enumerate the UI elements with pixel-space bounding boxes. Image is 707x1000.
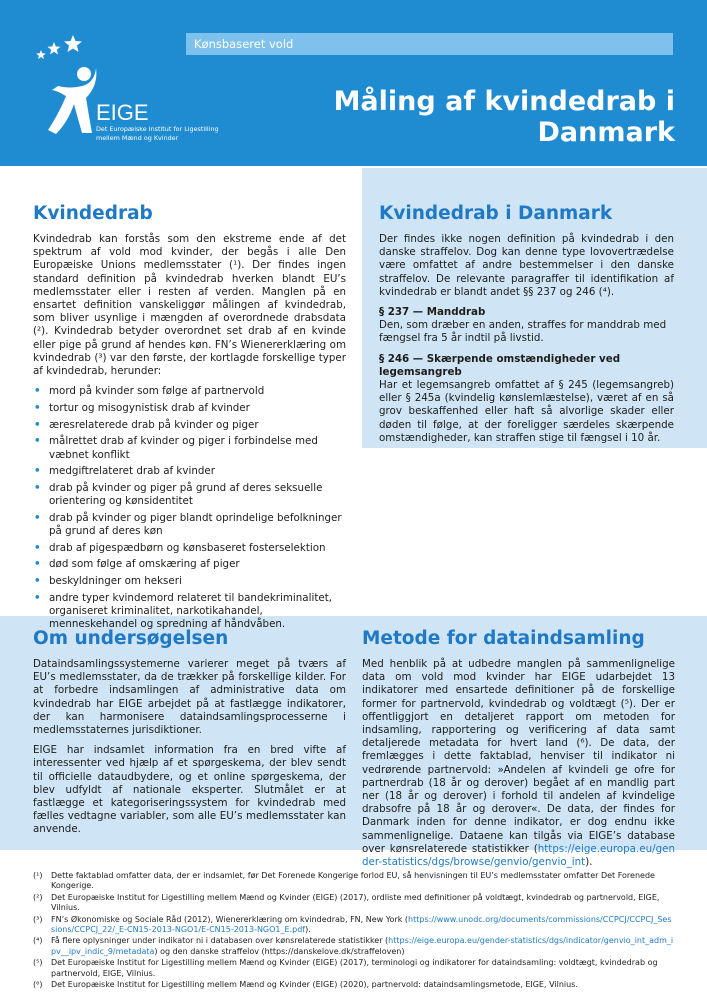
- list-item: • mord på kvinder som følge af partnervold: [34, 385, 265, 398]
- bullet-icon: •: [34, 558, 41, 571]
- list-item: • død som følge af omskæring af piger: [34, 558, 240, 571]
- section-heading: Kvindedrab: [33, 203, 153, 224]
- section-246-title: § 246 — Skærpende omstændigheder ved legemsangreb: [379, 352, 621, 378]
- kvindedrab-section: [33, 203, 346, 635]
- undersoegelsen-section: [33, 628, 346, 844]
- bullet-icon: •: [34, 385, 41, 398]
- bullet-icon: •: [34, 511, 41, 524]
- list-item: • drab af pigespædbørn og kønsbaseret fosterselektion: [34, 541, 326, 554]
- category-label: Kønsbaseret vold: [186, 33, 673, 55]
- list-item: • beskyldninger om hekseri: [34, 575, 182, 588]
- list-item: • andre typer kvindemord relateret til bandekriminalitet, organiseret kriminalitet, narkotikahandel, menneskehandel og spredning af håndvåben.: [34, 591, 333, 631]
- footnote: (⁶) Det Europæiske Institut for Ligestilling mellem Mænd og Kvinder (EIGE) (2020), partnervold: dataindsamlingsmetode, EIGE, Vilnius.: [33, 980, 578, 990]
- footnote: (¹) Dette faktablad omfatter data, der er indsamlet, før Det Forenede Kongerige forlod EU, så henvisningen til EU’s medlemsstater omfatter Det Forenede Kongerige.: [33, 871, 655, 891]
- list-item: • drab på kvinder og piger på grund af deres seksuelle orientering og kønsidentitet: [34, 481, 323, 508]
- section-heading: Kvindedrab i Danmark: [379, 203, 613, 224]
- kvindedrab-list: [33, 385, 346, 631]
- bullet-icon: •: [34, 401, 41, 414]
- star-icon: [36, 50, 46, 59]
- bullet-icon: •: [34, 541, 41, 554]
- footnotes: [33, 871, 675, 991]
- footnote-link[interactable]: https://www.unodc.org/documents/commissions/CCPCJ/CCPCJ_Sessions/CCPCJ_22/_E-CN15-2013-NGO1/E-CN15-2013-NGO1_E.pdf: [51, 914, 672, 935]
- undersoegelsen-p1: Dataindsamlingssystemerne varierer meget på tværs af EU’s medlemsstater, da de trækker på forskellige kilder. For at forbedre indsamlingen af administrative data om kvindedrab har EIGE arbejdet på at fastlægge indikatorer, der kan harmonisere dataindsamlingsprocesserne i medlemsstaternes jurisdiktioner.: [33, 658, 346, 737]
- danmark-section: [379, 203, 674, 452]
- logo-text: EIGE: [96, 100, 149, 125]
- bullet-icon: •: [34, 418, 41, 431]
- undersoegelsen-p2: EIGE har indsamlet information fra en bred vifte af interessenter ved hjælp af et spørgeskema, der blev sendt til officielle dataudbydere, og et online spørgeskema, der blev udfyldt af nationale eksperter. Slutmålet er at fastlægge et kategoriseringssystem for kvindedrab med fælles vedtagne variabler, som alle EU’s medlemsstater kan anvende.: [33, 744, 346, 836]
- footnote: (⁵) Det Europæiske Institut for Ligestilling mellem Mænd og Kvinder (EIGE) (2017), terminologi og indikatorer for dataindsamling: voldtægt, kvindedrab og partnervold, EIGE, Vilnius.: [33, 958, 658, 978]
- bullet-icon: •: [34, 465, 41, 478]
- star-icon: [48, 42, 61, 55]
- logo-caption: Det Europæiske Institut for Ligestilling mellem Mænd og Kvinder: [96, 125, 219, 142]
- list-item: • drab på kvinder og piger blandt oprindelige befolkninger på grund af deres køn: [34, 511, 342, 538]
- bullet-icon: •: [34, 435, 41, 448]
- bullet-icon: •: [34, 481, 41, 494]
- metode-p1: Med henblik på at udbedre manglen på sammenlignelige data om vold mod kvinder har EIGE udarbejdet 13 indikatorer med ensartede definitioner på de forskellige former for partnervold, kvindedrab og voldtægt (⁵). Der er offentliggjort en detaljeret rapport om metoden for indsamling, rapportering og verificering af data samt detaljerede metadata for hvert land (⁶). De data, der fremlægges i dette faktablad, henviser til indikator ni vedrørende partnervold: »Andelen af kvindeli ge ofre for partnerdrab (18 år og derover) begået af en mandlig part ner (18 år og derover) i forhold til andelen af kvindelige drabsofre på 18 år og derover«. De data, der findes for Danmark inden for denne indikator, er dog endnu ikke sammenlignelige. Dataene kan tilgås via EIGE’s database over kønsrelaterede statistikker (https://eige.europa.eu/gender-statistics/dgs/browse/genvio/genvio_int).: [362, 658, 675, 869]
- section-246-text: Har et legemsangreb omfattet af § 245 (legemsangreb) eller § 245a (kvindelig kønslemlæstelse), været af en så grov beskaffenhed eller haft så alvorlige skader eller døden til følge, at der foreligger særdeles skærpende omstændigheder, kan straffen stige til fængsel i 10 år.: [379, 379, 674, 444]
- list-item: • medgiftrelateret drab af kvinder: [34, 465, 215, 478]
- section-237-text: Den, som dræber en anden, straffes for manddrab med fængsel fra 5 år indtil på livstid.: [379, 319, 667, 345]
- footnote: (⁴) Få flere oplysninger under indikator ni i databasen over kønsrelaterede statistikker (https://eige.europa.eu/gender-statistics/dgs/indicator/genvio_int_adm_ipv__ipv_indic_9/metadata) og den danske straffelov (https://danskelove.dk/straffeloven): [33, 936, 674, 956]
- section-237-title: § 237 — Manddrab: [379, 306, 486, 319]
- star-icon: [64, 35, 82, 52]
- bullet-icon: •: [34, 575, 41, 588]
- database-link[interactable]: https://eige.europa.eu/gender-statistics/dgs/browse/genvio/genvio_int: [362, 842, 675, 869]
- footnote: (²) Det Europæiske Institut for Ligestilling mellem Mænd og Kvinder (EIGE) (2017), ordliste med definitioner på voldtægt, kvindedrab og partnervold, EIGE, Vilnius.: [33, 892, 660, 913]
- footnote-link[interactable]: https://eige.europa.eu/gender-statistics/dgs/indicator/genvio_int_adm_ipv__ipv_indic_9/metadata: [51, 936, 674, 956]
- kvindedrab-intro: Kvindedrab kan forstås som den ekstreme ende af det spektrum af vold mod kvinder, der begås i alle Den Europæiske Unions medlemsstater (¹). Der findes ingen standard definition på kvindedrab hverken blandt EU’s medlemsstater eller i resten af verden. Manglen på en ensartet definition vanskeliggør målingen af kvindedrab, som bliver usynlige i mængden af overordnede drabsdata (²). Kvindedrab betyder overordnet set drab af en kvinde eller pige på grund af hendes køn. FN’s Wienererklæring om kvindedrab (³) var den første, der kortlagde forskellige typer af kvindedrab, herunder:: [33, 233, 346, 378]
- bullet-icon: •: [34, 591, 41, 604]
- list-item: • æresrelaterede drab på kvinder og piger: [34, 418, 259, 431]
- list-item: • målrettet drab af kvinder og piger i forbindelse med væbnet konflikt: [34, 435, 318, 461]
- page-title: Måling af kvindedrab i Danmark: [333, 86, 675, 148]
- list-item: • tortur og misogynistisk drab af kvinder: [34, 401, 250, 414]
- section-heading: Metode for dataindsamling: [362, 628, 645, 649]
- header-banner: [0, 0, 707, 166]
- footnote: (³) FN’s Økonomiske og Sociale Råd (2012), Wienererklæring om kvindedrab, FN, New York (https://www.unodc.org/documents/commissions/CCPCJ/CCPCJ_Sessions/CCPCJ_22/_E-CN15-2013-NGO1/E-CN15-2013-NGO1_E.pdf).: [33, 914, 672, 935]
- metode-section: [362, 628, 675, 876]
- danmark-intro: Der findes ikke nogen definition på kvindedrab i den danske straffelov. Dog kan denne type lovovertrædelse være omfattet af andre bestemmelser i den danske straffelov. De relevante paragraffer til identifikation af kvindedrab er blandt andet §§ 237 og 246 (⁴).: [379, 233, 674, 298]
- section-heading: Om undersøgelsen: [33, 628, 229, 649]
